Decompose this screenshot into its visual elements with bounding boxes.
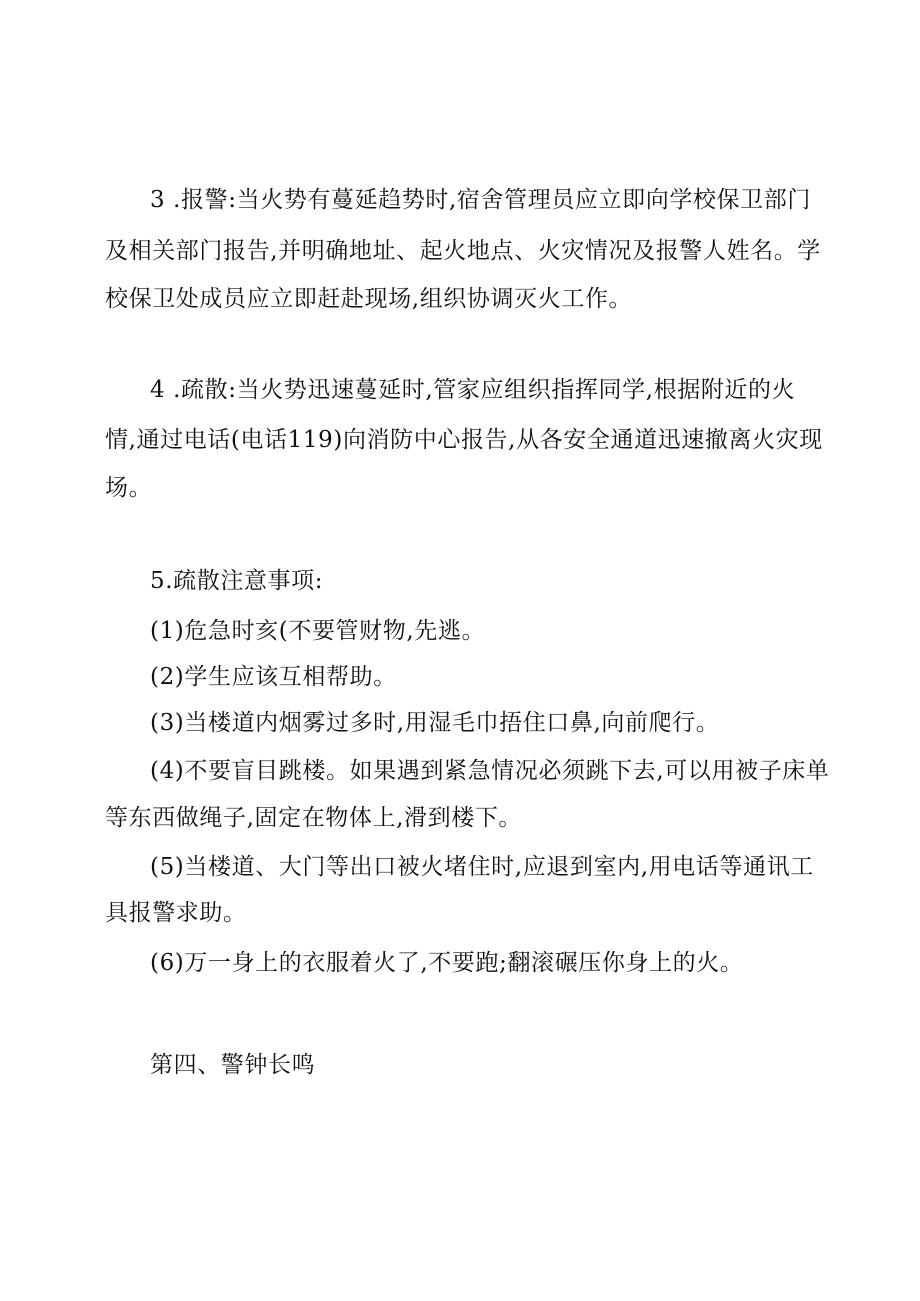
section-3-line-2: 及相关部门报告,并明确地址、起火地点、火灾情况及报警人姓名。学	[105, 238, 821, 264]
section-3-line-1: 3 .报警:当火势有蔓延趋势时,宿舍管理员应立即向学校保卫部门	[150, 187, 811, 213]
list-item-6: (6)万一身上的衣服着火了,不要跑;翻滚碾压你身上的火。	[150, 950, 744, 976]
section-5-heading: 5.疏散注意事项:	[150, 568, 324, 594]
list-item-4-line-1: (4)不要盲目跳楼。如果遇到紧急情况必须跳下去,可以用被子床单	[150, 758, 830, 784]
list-item-5-line-2: 具报警求助。	[105, 900, 247, 926]
list-item-2: (2)学生应该互相帮助。	[150, 664, 397, 690]
list-item-4-line-2: 等东西做绳子,固定在物体上,滑到楼下。	[105, 805, 523, 831]
list-item-1: (1)危急时亥(不要管财物,先逃。	[150, 618, 486, 644]
section-4-line-3: 场。	[105, 475, 153, 501]
section-3-line-3: 校保卫处成员应立即赶赴现场,组织协调灭火工作。	[105, 286, 633, 312]
section-4-line-1: 4 .疏散:当火势迅速蔓延时,管家应组织指挥同学,根据附近的火	[150, 377, 796, 403]
section-title: 第四、警钟长鸣	[150, 1052, 316, 1078]
section-4-line-2: 情,通过电话(电话119)向消防中心报告,从各安全通道迅速撤离火灾现	[105, 427, 823, 453]
list-item-5-line-1: (5)当楼道、大门等出口被火堵住时,应退到室内,用电话等通讯工	[150, 854, 814, 880]
list-item-3: (3)当楼道内烟雾过多时,用湿毛巾捂住口鼻,向前爬行。	[150, 710, 720, 736]
